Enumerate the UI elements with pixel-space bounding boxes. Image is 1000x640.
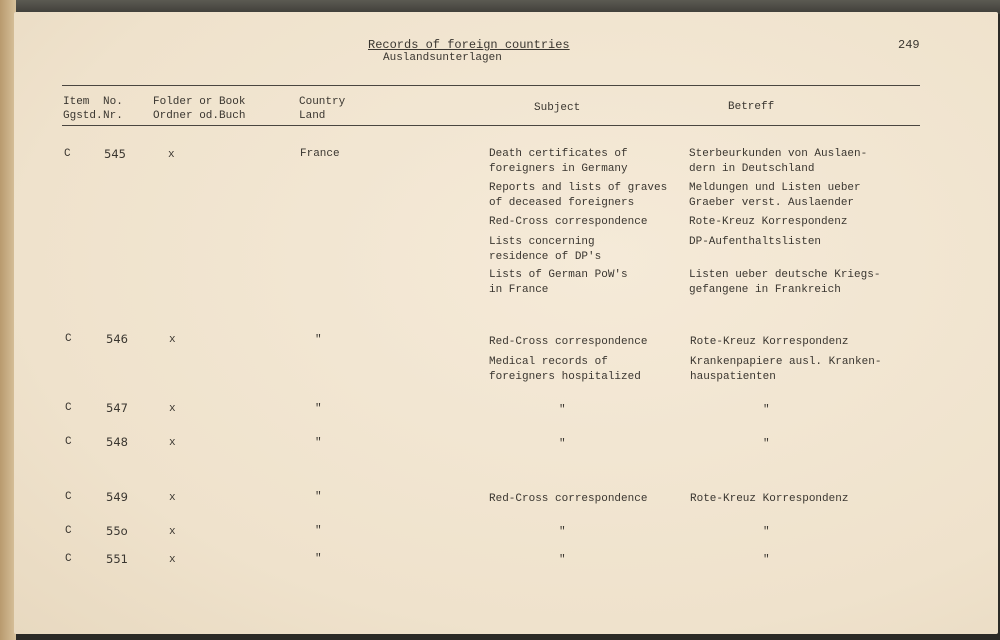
header-rule-top (62, 85, 920, 86)
row-betreff: Rote-Kreuz Korrespondenz (690, 493, 849, 505)
row-folder-mark: x (169, 554, 176, 566)
row-betreff: DP-Aufenthaltslisten (689, 236, 822, 248)
row-betreff: Rote-Kreuz Korrespondenz (689, 216, 848, 228)
row-subject: Red-Cross correspondence (489, 216, 648, 228)
row-betreff: Sterbeurkunden von Auslaen- dern in Deutschland (689, 148, 868, 175)
header-subject: Subject (534, 102, 581, 114)
document-subtitle: Auslandsunterlagen (383, 52, 502, 64)
row-country-ditto: " (315, 491, 322, 503)
row-country-ditto: " (315, 403, 322, 415)
row-item: C (64, 148, 71, 160)
row-item: C (65, 491, 72, 503)
row-country: France (300, 148, 340, 160)
page-number: 249 (898, 38, 920, 52)
row-item: C (65, 436, 72, 448)
row-item: C (65, 402, 72, 414)
row-subject: Reports and lists of graves of deceased foreigners (489, 182, 668, 209)
row-folder-mark: x (169, 334, 176, 346)
row-item: C (65, 525, 72, 537)
header-no: No. Nr. (103, 96, 123, 122)
header-country: Country Land (299, 96, 346, 122)
row-betreff: Rote-Kreuz Korrespondenz (690, 336, 849, 348)
row-folder-mark: x (169, 437, 176, 449)
row-item: C (65, 333, 72, 345)
row-country-ditto: " (315, 553, 322, 565)
document-title: Records of foreign countries (368, 38, 570, 52)
row-subject-ditto: " (559, 554, 566, 566)
row-subject-ditto: " (559, 438, 566, 450)
header-item: Item Ggstd. (63, 96, 103, 122)
row-subject: Medical records of foreigners hospitalized (489, 356, 641, 383)
row-subject: Red-Cross correspondence (489, 493, 648, 505)
row-subject-ditto: " (559, 404, 566, 416)
row-subject: Lists concerning residence of DP's (489, 236, 602, 263)
row-number: 546 (106, 332, 128, 346)
row-number: 549 (106, 490, 128, 504)
header-rule-bottom (62, 125, 920, 126)
row-subject: Red-Cross correspondence (489, 336, 648, 348)
row-betreff-ditto: " (763, 526, 770, 538)
row-betreff-ditto: " (763, 554, 770, 566)
row-number: 545 (104, 147, 126, 161)
row-country-ditto: " (315, 437, 322, 449)
row-number: 548 (106, 435, 128, 449)
row-item: C (65, 553, 72, 565)
row-betreff: Meldungen und Listen ueber Graeber verst. Auslaender (689, 182, 861, 209)
row-folder-mark: x (169, 403, 176, 415)
row-folder-mark: x (169, 526, 176, 538)
row-subject: Death certificates of foreigners in Germany (489, 148, 628, 175)
row-number: 551 (106, 552, 128, 566)
row-number: 547 (106, 401, 128, 415)
row-subject-ditto: " (559, 526, 566, 538)
row-number: 55o (106, 524, 128, 538)
header-betreff: Betreff (728, 101, 775, 113)
row-country-ditto: " (315, 334, 322, 346)
row-betreff-ditto: " (763, 404, 770, 416)
header-folder: Folder or Book Ordner od.Buch (153, 96, 246, 122)
row-betreff: Krankenpapiere ausl. Kranken- hauspatienten (690, 356, 882, 383)
row-betreff: Listen ueber deutsche Kriegs- gefangene in Frankreich (689, 269, 881, 296)
row-betreff-ditto: " (763, 438, 770, 450)
row-folder-mark: x (169, 492, 176, 504)
row-country-ditto: " (315, 525, 322, 537)
row-folder-mark: x (168, 149, 175, 161)
row-subject: Lists of German PoW's in France (489, 269, 628, 296)
